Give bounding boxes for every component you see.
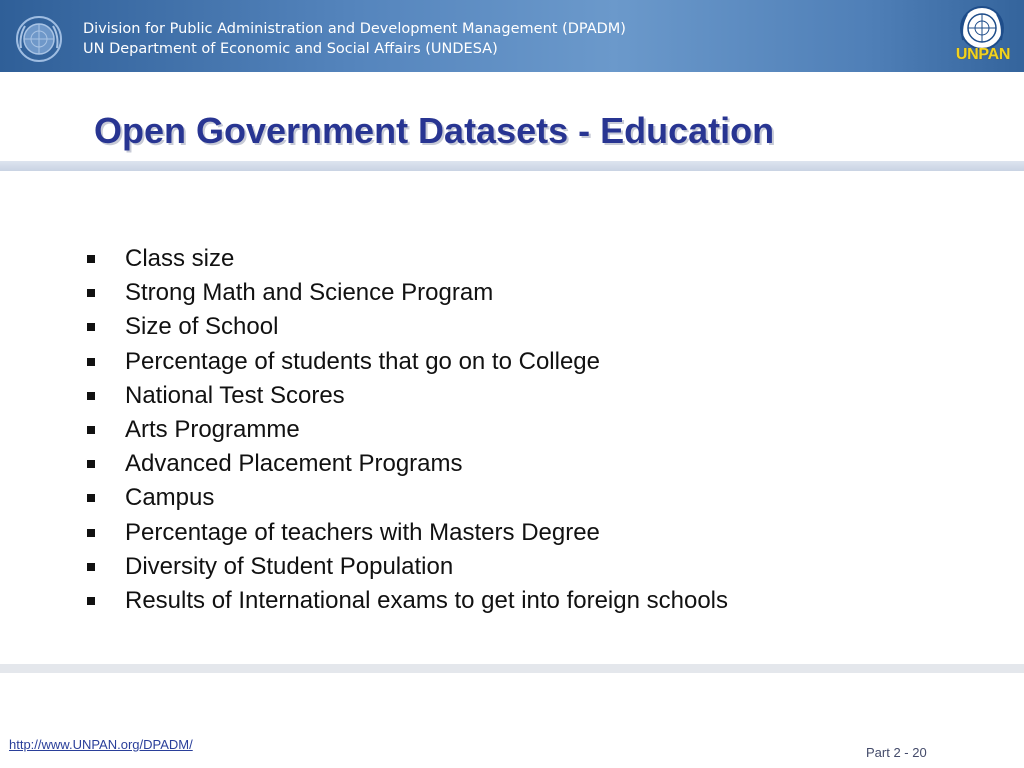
page-number: Part 2 - 20 [866, 745, 927, 760]
square-bullet-icon [87, 392, 95, 400]
unpan-emblem-icon [950, 4, 1014, 52]
square-bullet-icon [87, 597, 95, 605]
bullet-text: Advanced Placement Programs [125, 450, 463, 478]
square-bullet-icon [87, 289, 95, 297]
header-banner [0, 0, 1024, 72]
bullet-text: National Test Scores [125, 381, 345, 409]
un-emblem-icon [14, 14, 64, 64]
slide-title: Open Government Datasets - Education [94, 110, 775, 151]
square-bullet-icon [87, 563, 95, 571]
bullet-text: Size of School [125, 313, 279, 341]
bullet-text: Arts Programme [125, 415, 300, 443]
footer-divider [0, 664, 1024, 673]
bullet-text: Results of International exams to get into foreign schools [125, 586, 728, 614]
header-titles [83, 19, 626, 59]
square-bullet-icon [87, 323, 95, 331]
bullet-text: Percentage of students that go on to College [125, 347, 600, 375]
square-bullet-icon [87, 460, 95, 468]
bullet-text: Campus [125, 484, 215, 512]
square-bullet-icon [87, 494, 95, 502]
bullet-text: Class size [125, 245, 235, 272]
bullet-text: Percentage of teachers with Masters Degree [125, 518, 600, 546]
bullet-text: Strong Math and Science Program [125, 279, 494, 307]
square-bullet-icon [87, 529, 95, 537]
square-bullet-icon [87, 255, 95, 263]
square-bullet-icon [87, 358, 95, 366]
header-line-2: UN Department of Economic and Social Affairs (UNDESA) [83, 41, 498, 57]
square-bullet-icon [87, 426, 95, 434]
bullet-text: Diversity of Student Population [125, 552, 454, 580]
title-divider [0, 161, 1024, 171]
unpan-logo-text: UNPAN [955, 46, 1011, 63]
header-line-1: Division for Public Administration and Development Management (DPADM) [83, 21, 626, 37]
footer-link[interactable]: http://www.UNPAN.org/DPADM/ [9, 737, 193, 752]
